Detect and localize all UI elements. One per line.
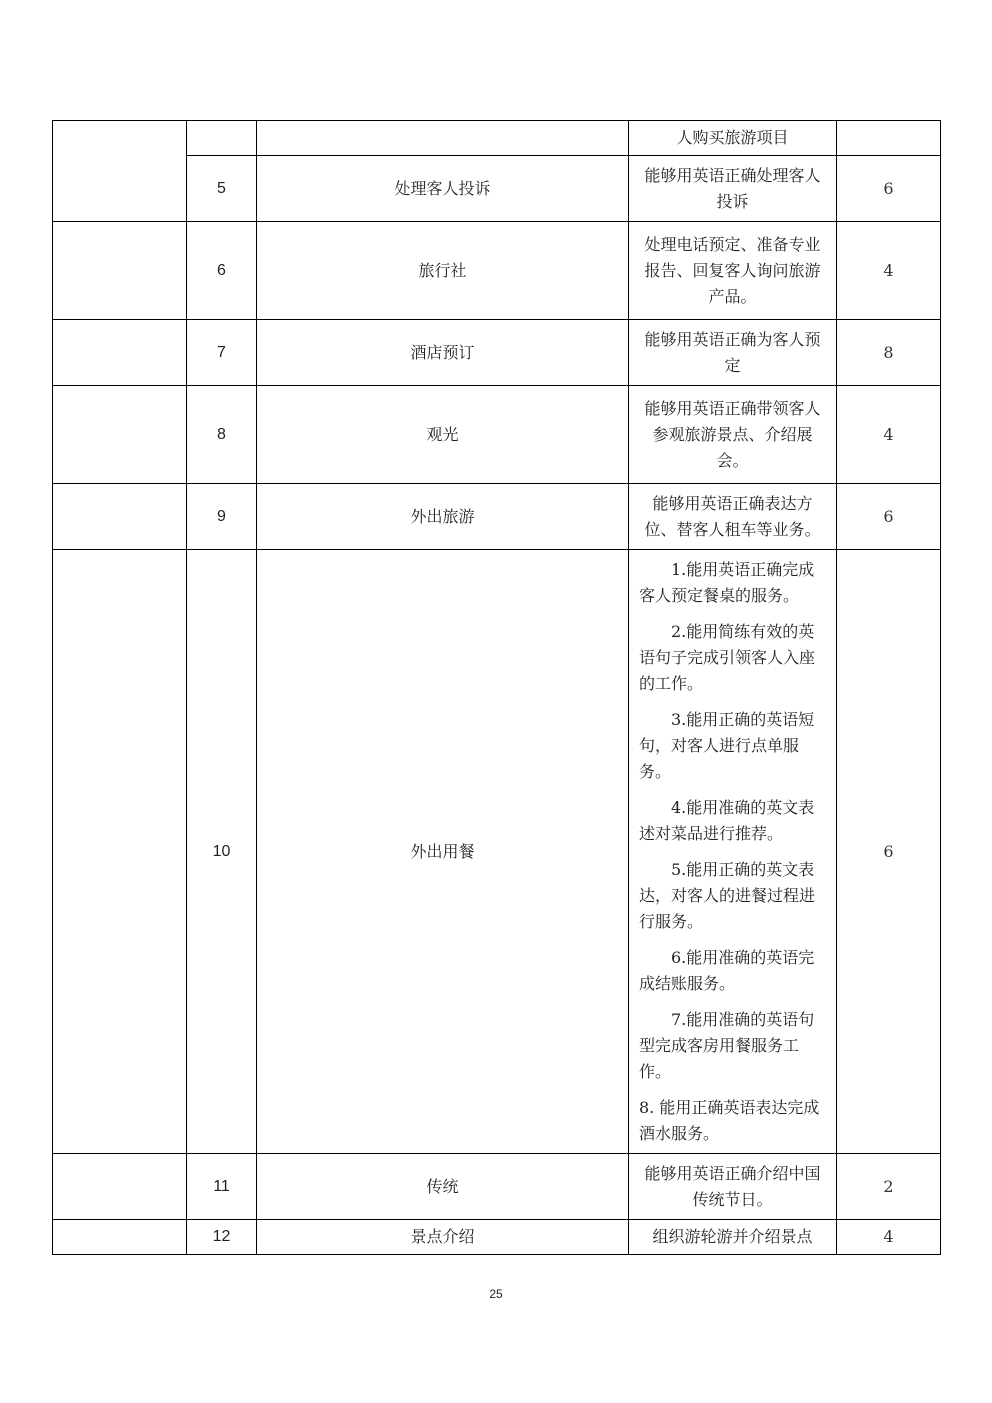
goal-item: 2.能用简练有效的英语句子完成引领客人入座的工作。 [639,621,816,693]
row-goal: 能够用英语正确处理客人投诉 [629,156,837,222]
row-hours: 4 [837,386,941,484]
row-hours: 6 [837,484,941,550]
row-topic: 酒店预订 [257,320,629,386]
table-row [53,1154,941,1220]
row-number: 7 [187,320,257,386]
row-hours: 4 [837,222,941,320]
goal-item: 4.能用准确的英文表述对菜品进行推荐。 [639,797,815,843]
row-topic [257,121,629,156]
row-goal: 处理电话预定、准备专业报告、回复客人询问旅游产品。 [629,222,837,320]
table-row [53,156,941,222]
table-row [53,386,941,484]
course-content-table [52,120,941,1255]
row-goal: 能够用英语正确表达方位、替客人租车等业务。 [629,484,837,550]
goal-item: 7.能用准确的英语句型完成客房用餐服务工作。 [639,1009,815,1081]
goal-item: 3.能用正确的英语短句，对客人进行点单服务。 [639,709,815,781]
module-cell [53,320,187,386]
module-cell [53,484,187,550]
row-topic: 外出用餐 [257,550,629,1154]
row-hours: 2 [837,1154,941,1220]
row-hours: 6 [837,550,941,1154]
row-goal: 能够用英语正确带领客人参观旅游景点、介绍展会。 [629,386,837,484]
row-number: 6 [187,222,257,320]
row-hours: 6 [837,156,941,222]
row-goal-list [629,550,837,1154]
goal-item: 6.能用准确的英语完成结账服务。 [639,947,815,993]
row-topic: 处理客人投诉 [257,156,629,222]
row-number: 11 [187,1154,257,1220]
table-row [53,484,941,550]
row-number: 12 [187,1220,257,1255]
goal-item: 8. 能用正确英语表达完成酒水服务。 [639,1097,820,1143]
table-row [53,222,941,320]
row-number [187,121,257,156]
row-number: 9 [187,484,257,550]
row-hours [837,121,941,156]
row-goal: 能够用英语正确介绍中国传统节日。 [629,1154,837,1220]
row-goal: 人购买旅游项目 [629,121,837,156]
row-hours: 4 [837,1220,941,1255]
row-topic: 传统 [257,1154,629,1220]
row-topic: 外出旅游 [257,484,629,550]
row-number: 5 [187,156,257,222]
module-cell [53,121,187,222]
row-hours: 8 [837,320,941,386]
row-number: 8 [187,386,257,484]
goal-item: 1.能用英语正确完成客人预定餐桌的服务。 [639,559,815,605]
row-goal: 组织游轮游并介绍景点 [629,1220,837,1255]
table-row [53,320,941,386]
goal-item: 5.能用正确的英文表达，对客人的进餐过程进行服务。 [639,859,816,931]
row-topic: 观光 [257,386,629,484]
table-row [53,121,941,156]
table-row [53,550,941,1154]
row-number: 10 [187,550,257,1154]
module-cell [53,1220,187,1255]
module-cell [53,222,187,320]
module-cell [53,1154,187,1220]
row-topic: 旅行社 [257,222,629,320]
row-topic: 景点介绍 [257,1220,629,1255]
page-number: 25 [489,1287,503,1301]
row-goal: 能够用英语正确为客人预定 [629,320,837,386]
module-cell [53,550,187,1154]
table-row [53,1220,941,1255]
module-cell [53,386,187,484]
